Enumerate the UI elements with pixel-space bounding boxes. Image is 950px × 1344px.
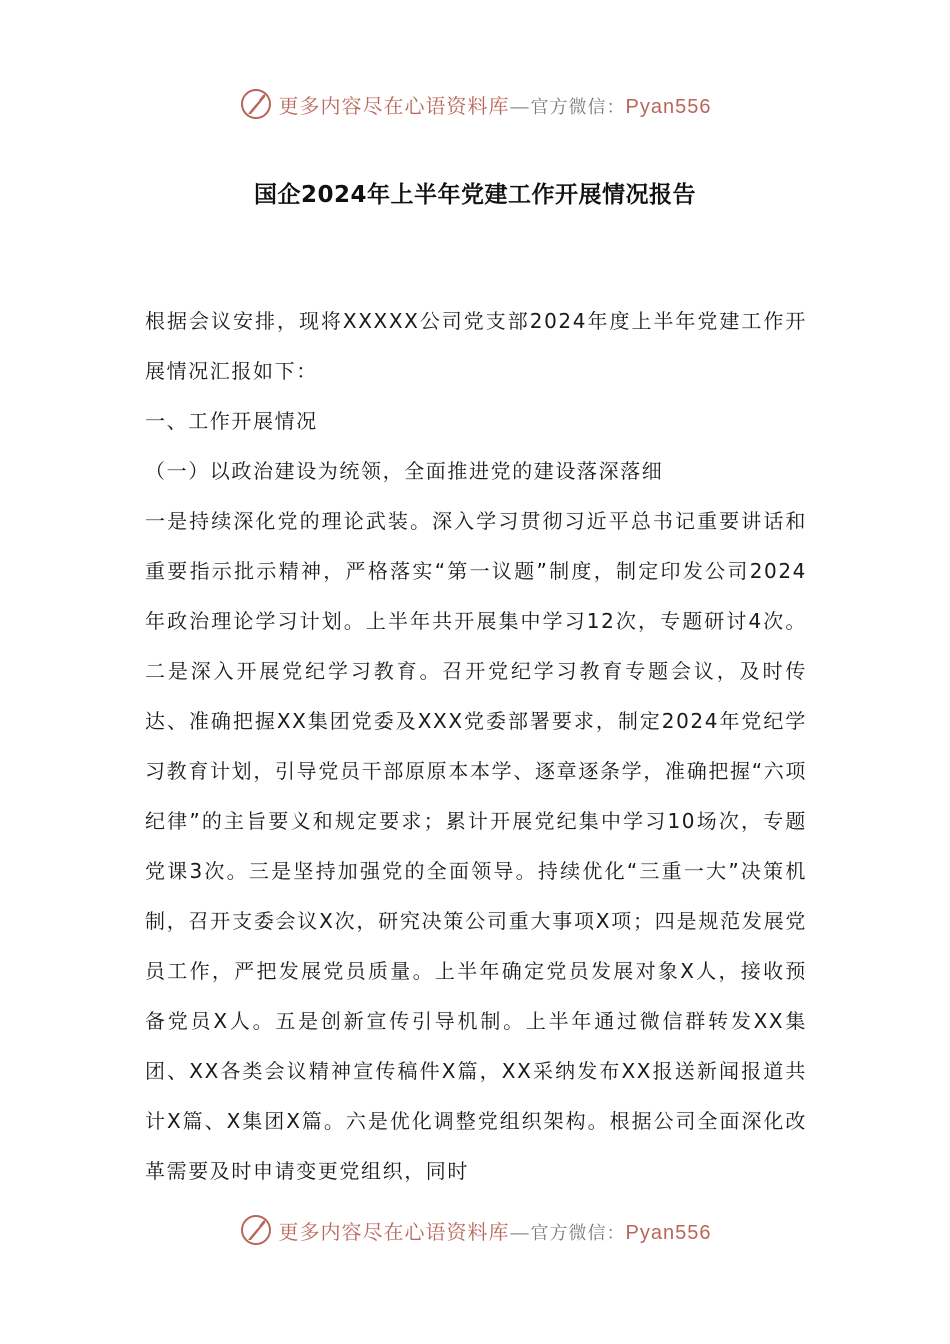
subsection-heading: （一）以政治建设为统领，全面推进党的建设落深落细 xyxy=(145,459,664,483)
watermark-text xyxy=(279,1216,712,1245)
watermark-wechat-label: 官方微信： xyxy=(530,1222,626,1244)
watermark-text xyxy=(279,90,712,119)
quill-logo-icon xyxy=(239,1213,273,1247)
footer-watermark xyxy=(0,1210,950,1250)
watermark-wechat-label: 官方微信： xyxy=(530,96,626,118)
body-paragraph: 一是持续深化党的理论武装。深入学习贯彻习近平总书记重要讲话和重要指示批示精神，严格落实“第一议题”制度，制定印发公司2024年政治理论学习计划。上半年共开展集中学习12次，专题研讨4次。二是深入开展党纪学习教育。召开党纪学习教育专题会议，及时传达、准确把握XX集团党委及XXX党委部署要求，制定2024年党纪学习教育计划，引导党员干部原原本本学、逐章逐条学，准确把握“六项纪律”的主旨要义和规定要求；累计开展党纪集中学习10场次，专题党课3次。三是坚持加强党的全面领导。持续优化“三重一大”决策机制，召开支委会议X次，研究决策公司重大事项X项；四是规范发展党员工作，严把发展党员质量。上半年确定党员发展对象X人，接收预备党员X人。五是创新宣传引导机制。上半年通过微信群转发XX集团、XX各类会议精神宣传稿件X篇，XX采纳发布XX报送新闻报道共计X篇、X集团X篇。六是优化调整党组织架构。根据公司全面深化改革需要及时申请变更党组织，同时 xyxy=(145,509,807,1183)
watermark-slogan: 更多内容尽在心语资料库 xyxy=(278,1219,510,1244)
document-title: 国企2024年上半年党建工作开展情况报告 xyxy=(253,182,696,208)
watermark-slogan: 更多内容尽在心语资料库 xyxy=(278,93,510,118)
quill-logo-icon xyxy=(239,87,273,121)
watermark-separator: — xyxy=(509,93,531,118)
watermark-wechat-id: Pyan556 xyxy=(625,95,712,118)
watermark-separator: — xyxy=(509,1219,531,1244)
section-heading: 一、工作开展情况 xyxy=(145,409,318,433)
header-watermark xyxy=(0,84,950,124)
document-body xyxy=(145,296,807,1196)
intro-paragraph: 根据会议安排，现将XXXXX公司党支部2024年度上半年党建工作开展情况汇报如下： xyxy=(145,309,807,383)
watermark-wechat-id: Pyan556 xyxy=(625,1221,712,1244)
